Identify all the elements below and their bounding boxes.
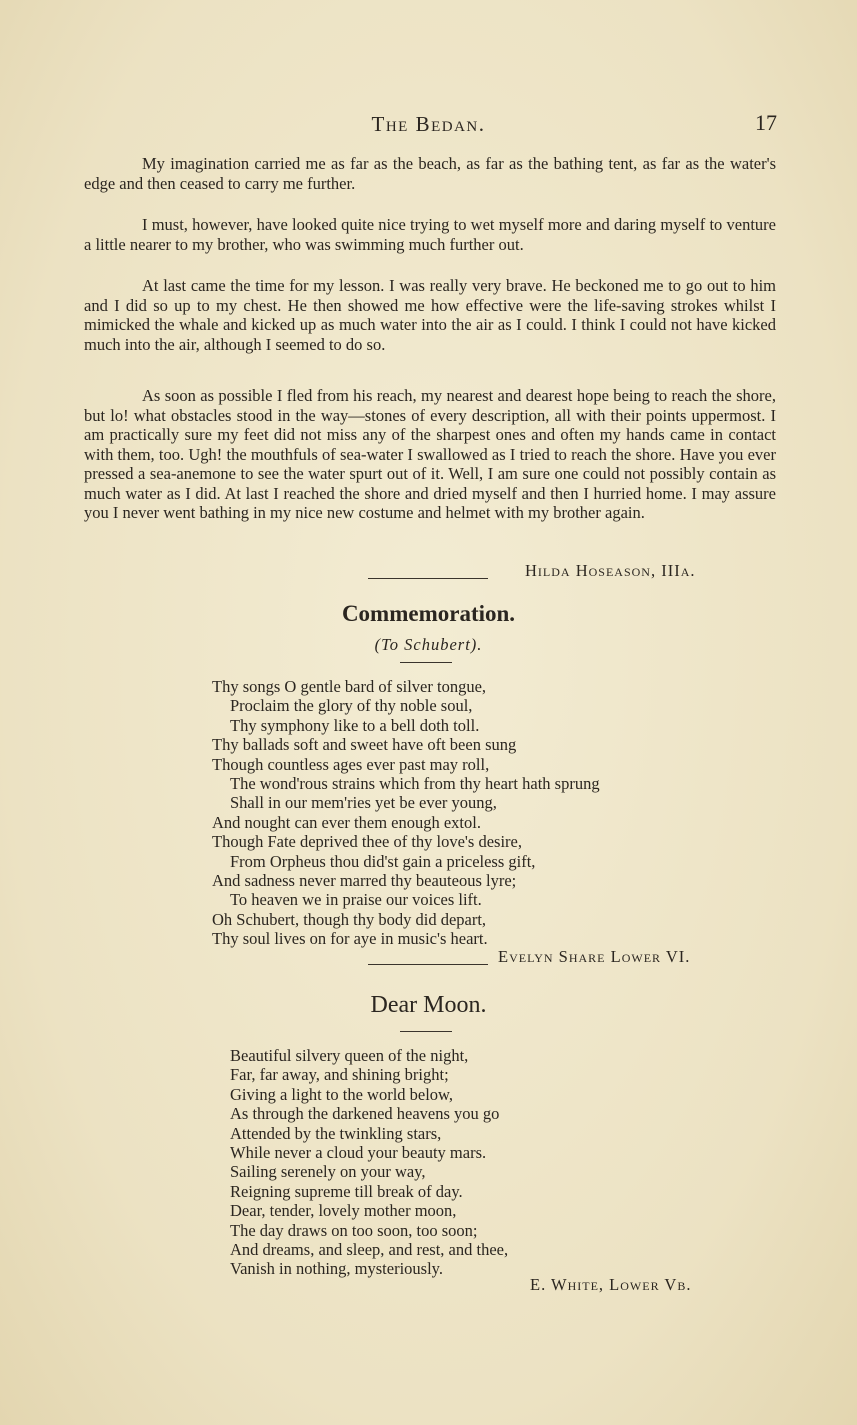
poem-line: To heaven we in praise our voices lift.	[230, 890, 482, 910]
poem-line: And dreams, and sleep, and rest, and thee,	[230, 1240, 509, 1260]
poem-line: The wond'rous strains which from thy heart hath sprung	[230, 774, 600, 794]
title-underline	[400, 1031, 452, 1032]
poem-title-dear-moon: Dear Moon.	[370, 992, 487, 1018]
poem-line: Thy soul lives on for aye in music's heart.	[212, 929, 488, 949]
page-number: 17	[755, 110, 777, 135]
poem-line: Thy songs O gentle bard of silver tongue,	[212, 677, 487, 696]
poem-line: Attended by the twinkling stars,	[230, 1123, 442, 1143]
poem1-signature: Evelyn Share Lower VI.	[498, 947, 691, 966]
essay-signature: Hilda Hoseason, IIIa.	[525, 561, 696, 580]
poem-commemoration	[212, 677, 600, 949]
poem-line: From Orpheus thou did'st gain a priceless gift,	[230, 851, 536, 871]
poem-line: Dear, tender, lovely mother moon,	[230, 1201, 457, 1221]
poem-line: Shall in our mem'ries yet be ever young,	[230, 793, 497, 813]
poem-line: Beautiful silvery queen of the night,	[230, 1046, 469, 1065]
essay-paragraph-3: At last came the time for my lesson. I was really very brave. He beckoned me to go out to him and I did so up to my chest. He then showed me how effective were the life-saving strokes whilst I mimicked the whale and kicked up as much water into the air as I could. I think I could not have kicked much into the air, although I seemed to do so.	[84, 276, 776, 354]
poem-line: Oh Schubert, though thy body did depart,	[212, 909, 487, 929]
poem-line: And sadness never marred thy beauteous lyre;	[212, 871, 517, 891]
poem-line: Proclaim the glory of thy noble soul,	[230, 696, 473, 716]
essay-paragraph-2: I must, however, have looked quite nice trying to wet myself more and daring myself to venture a little nearer to my brother, who was swimming much further out.	[84, 215, 776, 254]
poem2-signature: E. White, Lower Vb.	[530, 1275, 692, 1294]
poem-line: Vanish in nothing, mysteriously.	[230, 1259, 443, 1279]
poem-line: Giving a light to the world below,	[230, 1084, 454, 1104]
poem-line: Sailing serenely on your way,	[230, 1162, 426, 1182]
section-divider	[368, 964, 488, 965]
poem-line: As through the darkened heavens you go	[230, 1104, 500, 1124]
poem-line: Thy ballads soft and sweet have oft been sung	[212, 735, 517, 755]
title-underline	[400, 662, 452, 663]
poem-subtitle: (To Schubert).	[374, 635, 483, 654]
poem-line: Reigning supreme till break of day.	[230, 1181, 463, 1201]
poem-line: Far, far away, and shining bright;	[230, 1065, 449, 1085]
section-divider	[368, 578, 488, 579]
running-header-title: The Bedan.	[371, 112, 486, 136]
poem-line: And nought can ever them enough extol.	[212, 812, 481, 832]
essay-paragraph-1: My imagination carried me as far as the beach, as far as the bathing tent, as far as the water's edge and then ceased to carry me further.	[84, 154, 776, 193]
poem-title-commemoration: Commemoration.	[341, 601, 516, 626]
poem-dear-moon	[230, 1046, 508, 1279]
essay-paragraph-4: As soon as possible I fled from his reach, my nearest and dearest hope being to reach the shore, but lo! what obstacles stood in the way—stones of every description, all with their points uppermost. I am practically sure my feet did not miss any of the sharpest ones and often my hands came in contact with them, too. Ugh! the mouthfuls of sea-water I swallowed as I tried to reach the shore. Have you ever pressed a sea-anemone to see the water spurt out of it. Well, I am sure one could not possibly contain as much water as I did. At last I reached the shore and dried myself and then I hurried home. I may assure you I never went bathing in my nice new costume and helmet with my brother again.	[84, 386, 776, 522]
poem-line: Though Fate deprived thee of thy love's desire,	[212, 832, 522, 852]
poem-line: Thy symphony like to a bell doth toll.	[230, 715, 480, 735]
poem-line: Though countless ages ever past may roll,	[212, 754, 490, 774]
poem-line: The day draws on too soon, too soon;	[230, 1220, 478, 1240]
poem-line: While never a cloud your beauty mars.	[230, 1143, 487, 1163]
